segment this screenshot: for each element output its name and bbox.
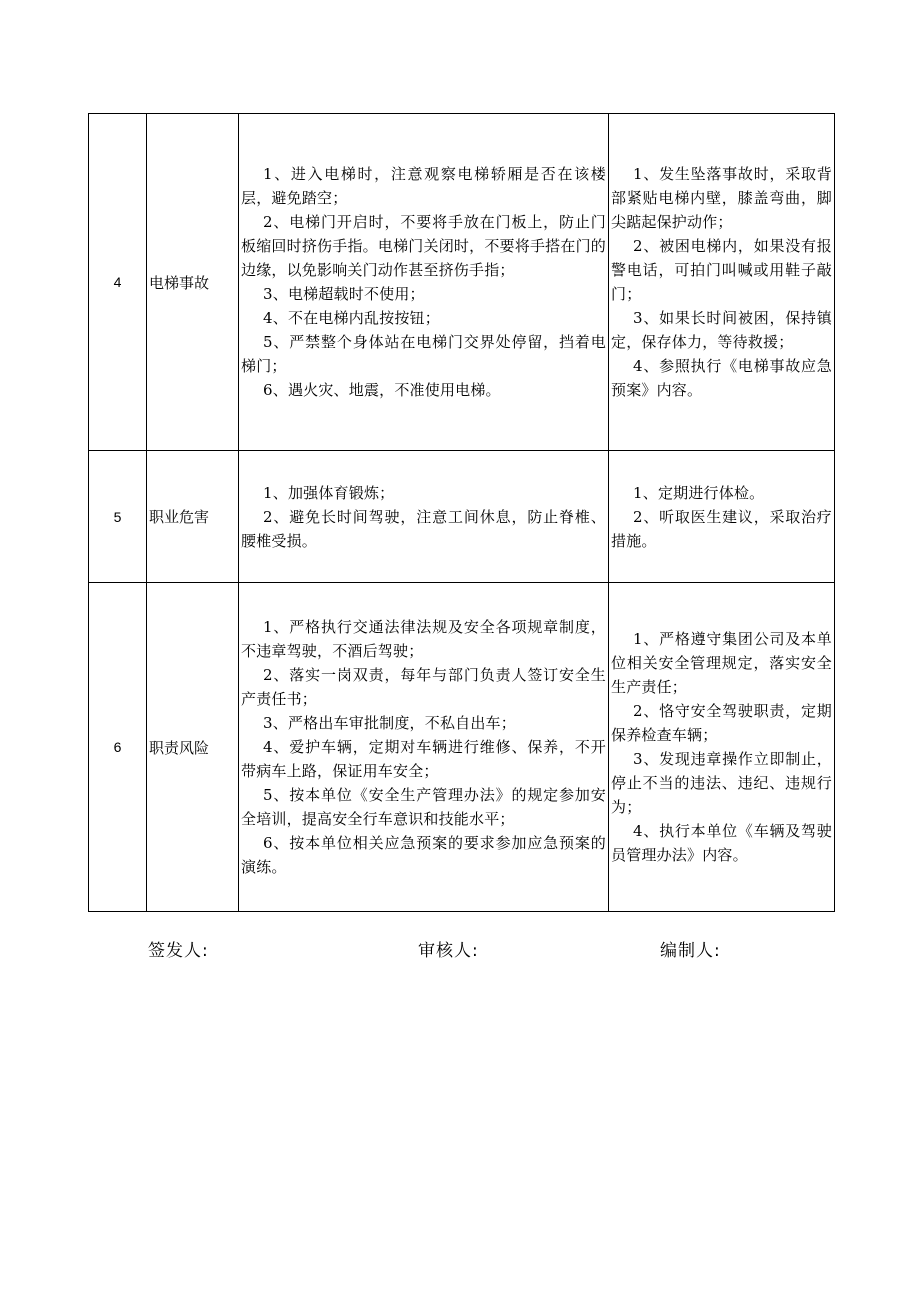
risk-name: 职责风险 (147, 583, 239, 912)
row-number: 4 (89, 114, 147, 451)
preventive-measures-cell (239, 583, 609, 912)
table-row (89, 114, 835, 451)
response-item: 1、发生坠落事故时，采取背部紧贴电梯内壁，膝盖弯曲，脚尖踮起保护动作； (611, 165, 832, 231)
measure-item: 6、遇火灾、地震，不准使用电梯。 (263, 381, 501, 399)
signature-reviewer-label: 审核人: (418, 941, 479, 961)
response-item: 4、参照执行《电梯事故应急预案》内容。 (611, 357, 832, 399)
measure-item: 3、严格出车审批制度，不私自出车； (263, 714, 516, 732)
measure-item: 1、严格执行交通法律法规及安全各项规章制度，不违章驾驶，不酒后驾驶； (241, 618, 606, 660)
signature-issuer-label: 签发人: (148, 941, 209, 961)
table-row (89, 583, 835, 912)
preventive-measures-cell (239, 114, 609, 451)
measure-item: 1、进入电梯时，注意观察电梯轿厢是否在该楼层，避免踏空； (241, 165, 606, 207)
measure-item: 5、按本单位《安全生产管理办法》的规定参加安全培训，提高安全行车意识和技能水平； (241, 786, 606, 828)
response-item: 2、恪守安全驾驶职责，定期保养检查车辆； (611, 702, 832, 744)
risk-name: 电梯事故 (147, 114, 239, 451)
response-item: 2、被困电梯内，如果没有报警电话，可拍门叫喊或用鞋子敲门； (611, 237, 832, 303)
emergency-response-cell (609, 583, 835, 912)
measure-item: 2、落实一岗双责，每年与部门负责人签订安全生产责任书； (241, 666, 606, 708)
preventive-measures-cell (239, 451, 609, 583)
row-number: 5 (89, 451, 147, 583)
response-item: 2、听取医生建议，采取治疗措施。 (611, 507, 832, 550)
measure-item: 2、避免长时间驾驶，注意工间休息，防止脊椎、腰椎受损。 (241, 507, 606, 550)
risk-table (88, 113, 835, 912)
table-row (89, 451, 835, 583)
measure-item: 1、加强体育锻炼； (263, 483, 395, 502)
measure-item: 6、按本单位相关应急预案的要求参加应急预案的演练。 (241, 834, 606, 876)
emergency-response-cell (609, 451, 835, 583)
measure-item: 5、严禁整个身体站在电梯门交界处停留，挡着电梯门； (241, 333, 606, 375)
signature-preparer-label: 编制人: (660, 941, 721, 961)
risk-name: 职业危害 (147, 451, 239, 583)
row-number: 6 (89, 583, 147, 912)
response-item: 3、如果长时间被困，保持镇定，保存体力，等待救援； (611, 309, 832, 351)
response-item: 3、发现违章操作立即制止，停止不当的违法、违纪、违规行为； (611, 750, 832, 816)
response-item: 4、执行本单位《车辆及驾驶员管理办法》内容。 (611, 822, 832, 864)
measure-item: 4、爱护车辆，定期对车辆进行维修、保养，不开带病车上路，保证用车安全； (241, 738, 606, 780)
emergency-response-cell (609, 114, 835, 451)
response-item: 1、定期进行体检。 (633, 483, 765, 502)
measure-item: 2、电梯门开启时，不要将手放在门板上，防止门板缩回时挤伤手指。电梯门关闭时，不要将手搭在门的边缘，以免影响关门动作甚至挤伤手指； (241, 213, 606, 279)
measure-item: 4、不在电梯内乱按按钮； (263, 309, 440, 327)
response-item: 1、严格遵守集团公司及本单位相关安全管理规定，落实安全生产责任； (611, 630, 832, 696)
measure-item: 3、电梯超载时不使用； (263, 285, 425, 303)
